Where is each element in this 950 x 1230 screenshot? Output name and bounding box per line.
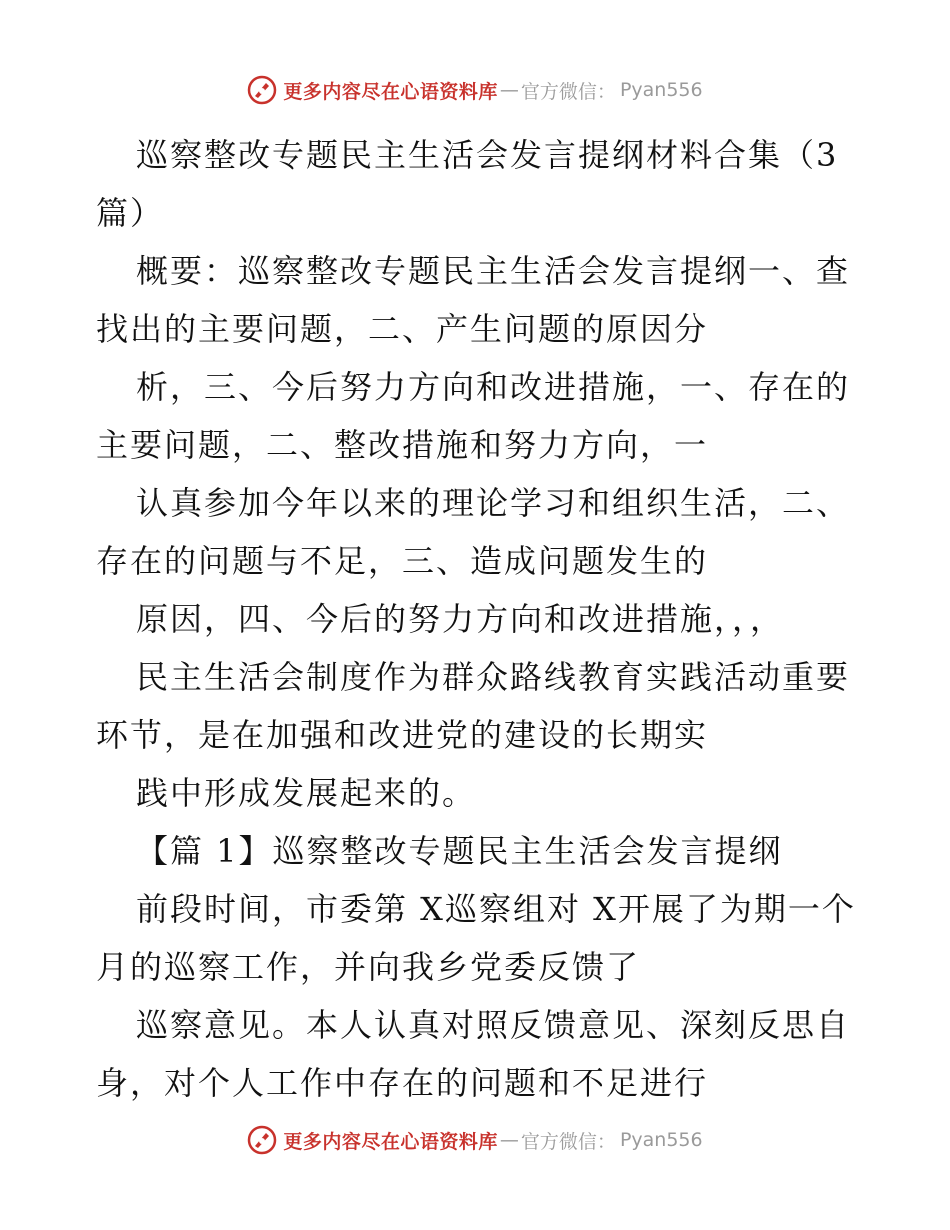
footer-wechat-id: Pyan556	[619, 1129, 703, 1151]
body-paragraph-1: 前段时间，市委第 X巡察组对 X开展了为期一个月的巡察工作，并向我乡党委反馈了	[96, 890, 856, 986]
document-title: 巡察整改专题民主生活会发言提纲材料合集（3篇）	[96, 136, 839, 232]
brand-logo-icon	[247, 1125, 277, 1155]
section-heading: 【篇 1】巡察整改专题民主生活会发言提纲	[136, 832, 783, 870]
summary-paragraph-1: 概要：巡察整改专题民主生活会发言提纲一、查找出的主要问题，二、产生问题的原因分	[96, 252, 851, 348]
summary-paragraph-4: 原因，四、今后的努力方向和改进措施，，，	[136, 600, 785, 638]
footer-wechat-label: 官方微信：	[520, 1130, 616, 1153]
header-watermark-banner	[0, 70, 950, 110]
document-body	[96, 126, 856, 1112]
footer-watermark-banner	[0, 1120, 950, 1160]
intro-paragraph-2: 践中形成发展起来的。	[136, 774, 477, 812]
header-wechat-label: 官方微信：	[520, 80, 616, 103]
body-paragraph-2: 巡察意见。本人认真对照反馈意见、深刻反思自身，对个人工作中存在的问题和不足进行	[96, 1006, 851, 1102]
header-wechat-id: Pyan556	[619, 79, 703, 101]
footer-separator: —	[499, 1129, 519, 1151]
summary-paragraph-2: 析，三、今后努力方向和改进措施，一、存在的主要问题，二、整改措施和努力方向，一	[96, 368, 851, 464]
intro-paragraph-1: 民主生活会制度作为群众路线教育实践活动重要环节，是在加强和改进党的建设的长期实	[96, 658, 851, 754]
footer-brand-text: 更多内容尽在心语资料库	[283, 1130, 498, 1153]
brand-logo-icon	[247, 75, 277, 105]
header-brand-text: 更多内容尽在心语资料库	[283, 80, 498, 103]
summary-paragraph-3: 认真参加今年以来的理论学习和组织生活，二、存在的问题与不足，三、造成问题发生的	[96, 484, 851, 580]
header-separator: —	[499, 79, 519, 101]
